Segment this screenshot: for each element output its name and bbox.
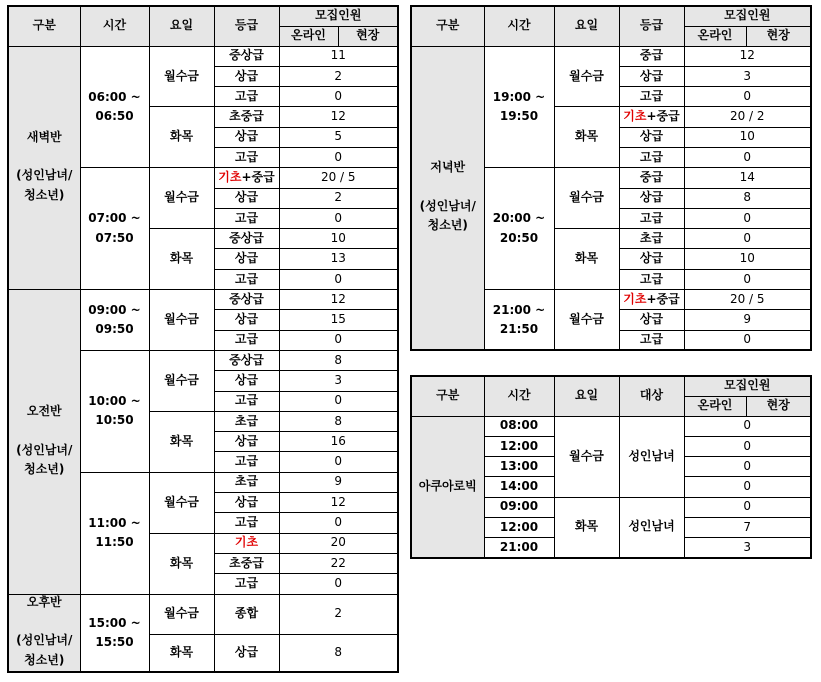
day-cell: 화목 [554, 229, 619, 290]
class-target: (성인남녀/ 청소년) [16, 168, 73, 202]
header-category: 구분 [411, 376, 484, 416]
target-cell: 성인남녀 [619, 497, 684, 558]
day-cell: 월수금 [149, 46, 214, 107]
level-cell: 상급 [214, 634, 279, 672]
count-cell: 0 [684, 229, 811, 249]
day-cell: 화목 [554, 497, 619, 558]
level-cell: 상급 [214, 249, 279, 269]
header-online: 온라인 [684, 396, 746, 416]
day-cell: 화목 [554, 107, 619, 168]
table-row [8, 46, 398, 66]
count-cell: 0 [279, 391, 398, 411]
time-cell: 13:00 [484, 457, 554, 477]
day-cell: 월수금 [554, 290, 619, 351]
header-category: 구분 [8, 6, 80, 46]
table-row [411, 416, 811, 436]
count-cell: 0 [684, 269, 811, 289]
level-cell: 고급 [619, 147, 684, 167]
time-cell: 08:00 [484, 416, 554, 436]
level-cell: 상급 [214, 127, 279, 147]
level-cell: 종합 [214, 594, 279, 634]
header-recruit: 모집인원 [684, 376, 811, 396]
header-time: 시간 [484, 376, 554, 416]
level-highlight: 기초 [623, 109, 647, 124]
time-cell: 10:00 ~ 10:50 [80, 350, 149, 472]
day-cell: 화목 [149, 411, 214, 472]
count-cell: 0 [279, 330, 398, 350]
count-cell: 22 [279, 553, 398, 573]
day-cell: 화목 [149, 634, 214, 672]
level-cell: 중급 [619, 46, 684, 66]
count-cell: 8 [279, 634, 398, 672]
aquarobic-table [410, 375, 812, 559]
time-cell: 21:00 [484, 538, 554, 558]
header-day: 요일 [554, 376, 619, 416]
time-cell: 12:00 [484, 436, 554, 456]
header-day: 요일 [149, 6, 214, 46]
count-cell: 0 [684, 457, 811, 477]
count-cell: 0 [684, 87, 811, 107]
header-day: 요일 [554, 6, 619, 46]
count-cell: 10 [279, 229, 398, 249]
header-onsite: 현장 [746, 26, 811, 46]
class-group-cell [8, 46, 80, 290]
header-time: 시간 [80, 6, 149, 46]
header-onsite: 현장 [338, 26, 398, 46]
class-group-cell [8, 290, 80, 594]
level-cell: 고급 [214, 269, 279, 289]
count-cell: 15 [279, 310, 398, 330]
count-cell: 12 [279, 290, 398, 310]
level-cell: 초중급 [214, 553, 279, 573]
count-cell: 12 [279, 493, 398, 513]
class-target: (성인남녀/ 청소년) [16, 633, 73, 667]
count-cell: 8 [279, 411, 398, 431]
count-cell: 5 [279, 127, 398, 147]
level-cell: 고급 [619, 87, 684, 107]
count-cell: 0 [684, 477, 811, 497]
header-level: 등급 [214, 6, 279, 46]
class-name: 오후반 [26, 594, 62, 609]
level-cell: 상급 [619, 310, 684, 330]
level-cell: 상급 [214, 371, 279, 391]
time-cell: 14:00 [484, 477, 554, 497]
day-cell: 월수금 [554, 46, 619, 107]
count-cell: 10 [684, 127, 811, 147]
count-cell: 20 / 2 [684, 107, 811, 127]
level-cell: 고급 [214, 330, 279, 350]
count-cell: 0 [684, 436, 811, 456]
level-cell [214, 168, 279, 188]
class-target: (성인남녀/ 청소년) [16, 442, 73, 476]
day-cell: 월수금 [149, 290, 214, 351]
header-time: 시간 [484, 6, 554, 46]
level-highlight: 기초 [234, 535, 259, 550]
count-cell: 12 [279, 107, 398, 127]
level-cell [619, 290, 684, 310]
count-cell: 2 [279, 594, 398, 634]
level-cell: 고급 [214, 87, 279, 107]
header-onsite: 현장 [746, 396, 811, 416]
count-cell: 20 / 5 [684, 290, 811, 310]
day-cell: 월수금 [149, 168, 214, 229]
count-cell: 16 [279, 432, 398, 452]
level-cell: 초급 [214, 472, 279, 492]
class-name: 오전반 [26, 403, 62, 418]
level-cell: 상급 [214, 310, 279, 330]
class-target: (성인남녀/ 청소년) [419, 198, 476, 232]
level-rest: +중급 [646, 291, 680, 306]
day-cell: 화목 [149, 533, 214, 594]
count-cell: 14 [684, 168, 811, 188]
level-rest: +중급 [241, 170, 275, 185]
count-cell: 9 [279, 472, 398, 492]
level-cell: 중상급 [214, 46, 279, 66]
level-cell: 상급 [214, 66, 279, 86]
day-cell: 화목 [149, 107, 214, 168]
level-cell: 초급 [619, 229, 684, 249]
count-cell: 0 [684, 416, 811, 436]
level-cell: 중상급 [214, 350, 279, 370]
level-cell: 고급 [214, 513, 279, 533]
count-cell: 3 [279, 371, 398, 391]
level-cell: 상급 [214, 493, 279, 513]
level-cell: 중상급 [214, 229, 279, 249]
header-recruit: 모집인원 [684, 6, 811, 26]
level-cell: 고급 [214, 147, 279, 167]
header-recruit: 모집인원 [279, 6, 398, 26]
level-cell: 상급 [619, 249, 684, 269]
time-cell: 07:00 ~ 07:50 [80, 168, 149, 290]
day-cell: 월수금 [149, 594, 214, 634]
level-cell: 상급 [214, 188, 279, 208]
time-cell: 12:00 [484, 517, 554, 537]
count-cell: 13 [279, 249, 398, 269]
time-cell: 21:00 ~ 21:50 [484, 290, 554, 351]
count-cell: 9 [684, 310, 811, 330]
table-row [411, 46, 811, 66]
level-cell: 고급 [619, 269, 684, 289]
class-group-cell [411, 46, 484, 350]
class-name: 새벽반 [26, 129, 62, 144]
level-cell: 고급 [619, 208, 684, 228]
time-cell: 19:00 ~ 19:50 [484, 46, 554, 168]
level-rest: +중급 [646, 109, 680, 124]
day-cell: 월수금 [149, 350, 214, 411]
count-cell: 20 [279, 533, 398, 553]
level-cell: 초중급 [214, 107, 279, 127]
count-cell: 11 [279, 46, 398, 66]
level-cell: 중급 [619, 168, 684, 188]
time-cell: 15:00 ~ 15:50 [80, 594, 149, 672]
count-cell: 0 [684, 330, 811, 350]
left-schedule-table [7, 5, 399, 673]
count-cell: 0 [684, 497, 811, 517]
level-cell: 상급 [619, 188, 684, 208]
count-cell: 10 [684, 249, 811, 269]
count-cell: 0 [279, 87, 398, 107]
level-cell [619, 107, 684, 127]
level-cell: 고급 [214, 208, 279, 228]
day-cell: 월수금 [149, 472, 214, 533]
time-cell: 09:00 ~ 09:50 [80, 290, 149, 351]
header-category: 구분 [411, 6, 484, 46]
evening-schedule-table [410, 5, 812, 351]
level-cell: 고급 [214, 391, 279, 411]
level-cell: 상급 [214, 432, 279, 452]
class-name: 아쿠아로빅 [411, 416, 484, 558]
level-highlight: 기초 [623, 291, 647, 306]
level-highlight: 기초 [218, 170, 242, 185]
level-cell: 초급 [214, 411, 279, 431]
time-cell: 09:00 [484, 497, 554, 517]
count-cell: 0 [684, 208, 811, 228]
count-cell: 3 [684, 538, 811, 558]
level-cell: 중상급 [214, 290, 279, 310]
table-row [8, 290, 398, 310]
count-cell: 0 [279, 147, 398, 167]
header-online: 온라인 [279, 26, 338, 46]
count-cell: 2 [279, 66, 398, 86]
count-cell: 0 [684, 147, 811, 167]
day-cell: 화목 [149, 229, 214, 290]
target-cell: 성인남녀 [619, 416, 684, 497]
count-cell: 20 / 5 [279, 168, 398, 188]
count-cell: 0 [279, 574, 398, 594]
count-cell: 0 [279, 269, 398, 289]
day-cell: 월수금 [554, 416, 619, 497]
level-cell: 상급 [619, 66, 684, 86]
count-cell: 2 [279, 188, 398, 208]
time-cell: 06:00 ~ 06:50 [80, 46, 149, 168]
level-cell [214, 533, 279, 553]
count-cell: 8 [684, 188, 811, 208]
level-cell: 상급 [619, 127, 684, 147]
count-cell: 0 [279, 452, 398, 472]
count-cell: 0 [279, 513, 398, 533]
count-cell: 0 [279, 208, 398, 228]
time-cell: 20:00 ~ 20:50 [484, 168, 554, 290]
level-cell: 고급 [619, 330, 684, 350]
count-cell: 8 [279, 350, 398, 370]
class-name: 저녁반 [430, 159, 466, 174]
header-target: 대상 [619, 376, 684, 416]
class-group-cell [8, 594, 80, 672]
header-level: 등급 [619, 6, 684, 46]
level-cell: 고급 [214, 452, 279, 472]
header-online: 온라인 [684, 26, 746, 46]
count-cell: 7 [684, 517, 811, 537]
count-cell: 3 [684, 66, 811, 86]
count-cell: 12 [684, 46, 811, 66]
day-cell: 월수금 [554, 168, 619, 229]
table-row [8, 594, 398, 634]
time-cell: 11:00 ~ 11:50 [80, 472, 149, 594]
level-cell: 고급 [214, 574, 279, 594]
